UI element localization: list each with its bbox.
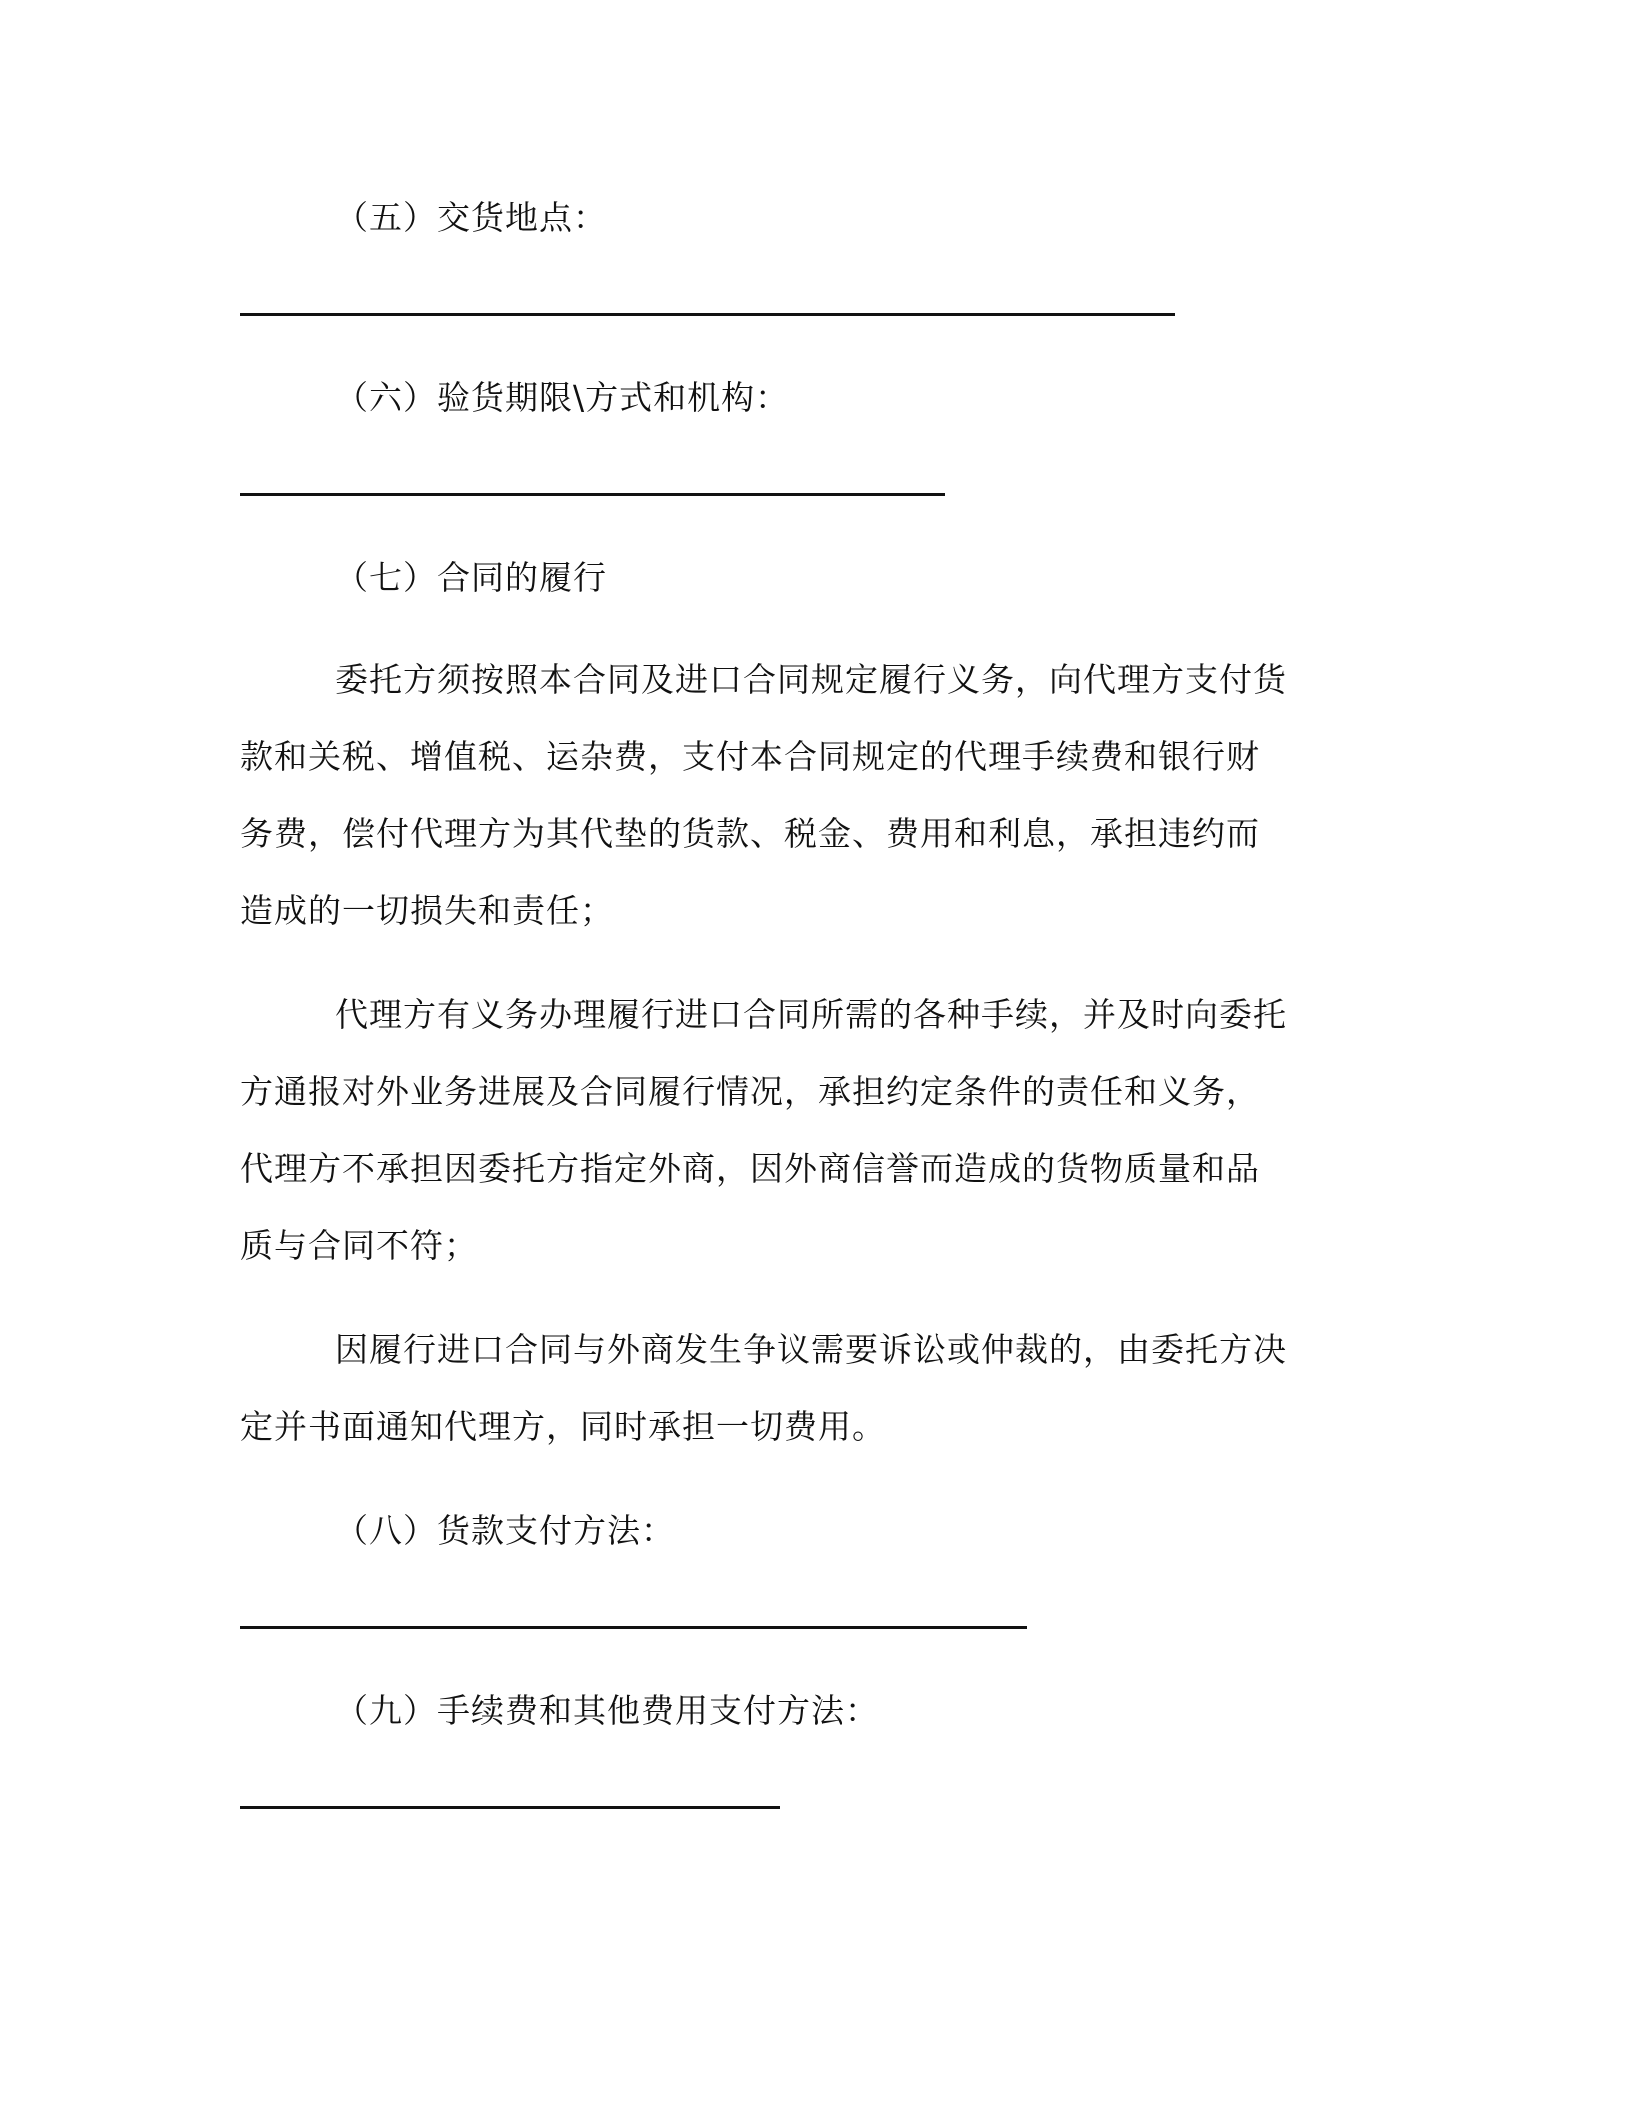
paragraph-line: 方通报对外业务进展及合同履行情况，承担约定条件的责任和义务， [240, 1072, 1260, 1111]
paragraph-line: 委托方须按照本合同及进口合同规定履行义务，向代理方支付货 [335, 660, 1287, 699]
paragraph-line: 务费，偿付代理方为其代垫的货款、税金、费用和利息，承担违约而 [240, 814, 1260, 853]
section-six-heading: （六）验货期限\方式和机构： [335, 378, 790, 417]
section-five-blank-line [240, 313, 1175, 316]
section-nine-blank-line [240, 1806, 780, 1809]
paragraph-line: 造成的一切损失和责任； [240, 891, 614, 930]
paragraph-line: 款和关税、增值税、运杂费，支付本合同规定的代理手续费和银行财 [240, 737, 1260, 776]
section-nine-heading: （九）手续费和其他费用支付方法： [335, 1691, 879, 1730]
paragraph-line: 因履行进口合同与外商发生争议需要诉讼或仲裁的，由委托方决 [335, 1330, 1287, 1369]
section-seven-heading: （七）合同的履行 [335, 558, 607, 597]
paragraph-line: 定并书面通知代理方，同时承担一切费用。 [240, 1407, 886, 1446]
section-five-heading: （五）交货地点： [335, 198, 607, 237]
paragraph-line: 质与合同不符； [240, 1226, 478, 1265]
section-eight-heading: （八）货款支付方法： [335, 1511, 675, 1550]
section-eight-blank-line [240, 1626, 1027, 1629]
paragraph-line: 代理方不承担因委托方指定外商，因外商信誉而造成的货物质量和品 [240, 1149, 1260, 1188]
paragraph-line: 代理方有义务办理履行进口合同所需的各种手续，并及时向委托 [335, 995, 1287, 1034]
section-six-blank-line [240, 493, 945, 496]
